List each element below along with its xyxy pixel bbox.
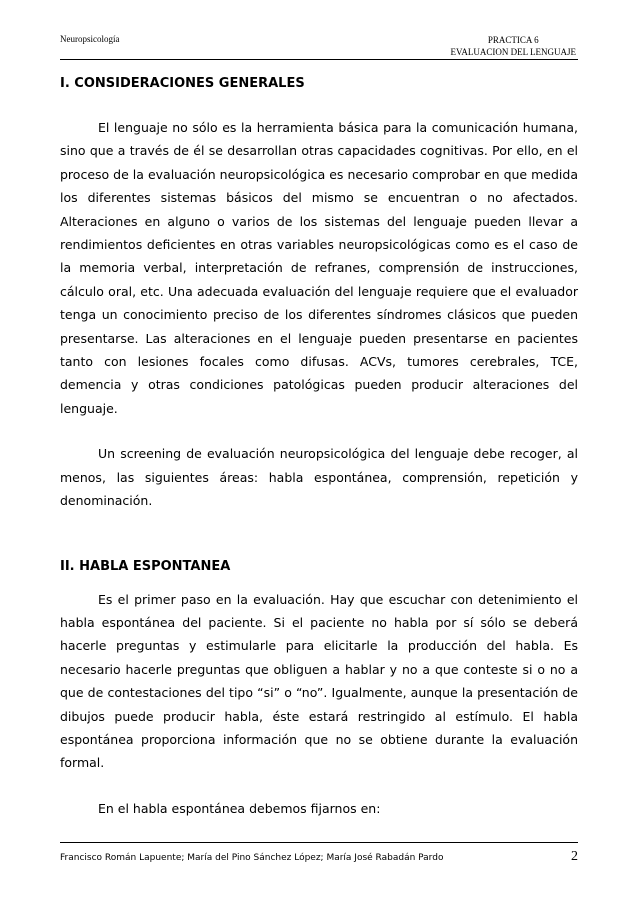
section-heading-consideraciones: I. CONSIDERACIONES GENERALES <box>60 76 305 91</box>
header-practice-info <box>451 34 577 58</box>
paragraph: Es el primer paso en la evaluación. Hay que escuchar con detenimiento el habla espontánea del paciente. Si el paciente no habla por sí sólo se deberá hacerle preguntas y estimularle para elicitarle la producción del habla. Es necesario hacerle preguntas que obliguen a hablar y no a que conteste si o no a que de contestaciones del tipo “si” o “no”. Igualmente, aunque la presentación de dibujos puede producir habla, éste estará restringido al estímulo. El habla espontánea proporciona información que no se obtiene durante la evaluación formal. <box>60 591 578 771</box>
page-footer <box>60 842 578 872</box>
paragraph: El lenguaje no sólo es la herramienta básica para la comunicación humana, sino que a través de él se desarrollan otras capacidades cognitivas. Por ello, en el proceso de la evaluación neuropsicológica es necesario comprobar en que medida los diferentes sistemas básicos del mismo se encuentran o no afectados. Alteraciones en alguno o varios de los sistemas del lenguaje pueden llevar a rendimientos deficientes en otras variables neuropsicológicas como es el caso de la memoria verbal, interpretación de refranes, comprensión de instrucciones, cálculo oral, etc. Una adecuada evaluación del lenguaje requiere que el evaluador tenga un conocimiento preciso de los diferentes síndromes clásicos que pueden presentarse. Las alteraciones en el lenguaje pueden presentarse en pacientes tanto con lesiones focales como difusas. ACVs, tumores cerebrales, TCE, demencia y otras condiciones patológicas pueden producir alteraciones del lenguaje. <box>60 120 578 416</box>
page-header <box>60 18 578 60</box>
section-heading-habla-espontanea: II. HABLA ESPONTANEA <box>60 558 231 574</box>
header-subject: Neuropsicología <box>60 34 120 44</box>
paragraph: En el habla espontánea debemos fijarnos en: <box>98 800 381 816</box>
header-practice-number: PRACTICA 6 <box>487 35 539 45</box>
header-practice-title: EVALUACION DEL LENGUAJE <box>450 47 576 57</box>
paragraph: Un screening de evaluación neuropsicológica del lenguaje debe recoger, al menos, las siguientes áreas: habla espontánea, comprensión, repetición y denominación. <box>60 446 578 509</box>
page-number: 2 <box>571 849 578 864</box>
document-body <box>60 74 578 820</box>
footer-authors: Francisco Román Lapuente; María del Pino Sánchez López; María José Rabadán Pardo <box>60 853 444 863</box>
